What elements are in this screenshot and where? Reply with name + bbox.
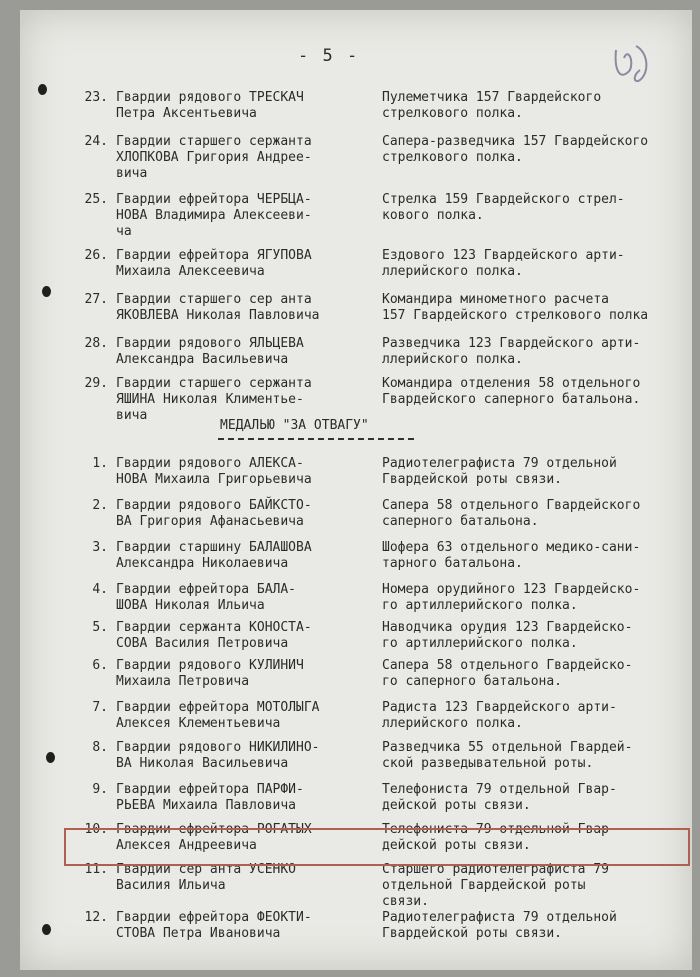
- recipient-name: Гвардии ефрейтора ФЕОКТИ- СТОВА Петра Ивановича: [116, 910, 312, 941]
- recipient-duty: Радиотелеграфиста 79 отдельной Гвардейской роты связи.: [382, 910, 617, 941]
- recipient-duty: Сапера-разведчика 157 Гвардейского стрелкового полка.: [382, 134, 649, 165]
- entry-number: 24.: [84, 134, 108, 149]
- entry-number: 5.: [92, 620, 108, 635]
- recipient-name: Гвардии ефрейтора МОТОЛЫГА Алексея Клементьевича: [116, 700, 320, 731]
- highlight-box: [64, 828, 690, 866]
- list-item: [50, 248, 680, 296]
- recipient-name: Гвардии ефрейтора РОГАТЫХ Алексея Андреевича: [116, 822, 312, 853]
- list-item: [50, 376, 680, 424]
- recipient-name: Гвардии старшего сержанта ХЛОПКОВА Григория Андрее- вича: [116, 134, 312, 181]
- list-item: [50, 658, 680, 706]
- recipient-name: Гвардии рядового НИКИЛИНО- ВА Николая Васильевича: [116, 740, 320, 771]
- recipient-duty: Радиста 123 Гвардейского арти- ллерийского полка.: [382, 700, 617, 731]
- entry-number: 7.: [92, 700, 108, 715]
- entry-number: 3.: [92, 540, 108, 555]
- recipient-duty: Командира отделения 58 отдельного Гвардейского саперного батальона.: [382, 376, 641, 407]
- recipient-name: Гвардии сер анта УСЕНКО Василия Ильича: [116, 862, 297, 893]
- list-item: [50, 498, 680, 546]
- list-item: [50, 910, 680, 958]
- entry-number: 11.: [84, 862, 108, 877]
- recipient-duty: Старшего радиотелеграфиста 79 отдельной Гвардейской роты связи.: [382, 862, 609, 909]
- recipient-duty: Сапера 58 отдельного Гвардейско- го саперного батальона.: [382, 658, 633, 689]
- recipient-duty: Телефониста 79 отдельной Гвар- дейской роты связи.: [382, 782, 617, 813]
- recipient-name: Гвардии старшину БАЛАШОВА Александра Николаевича: [116, 540, 312, 571]
- recipient-name: Гвардии сержанта КОНОСТА- СОВА Василия Петровича: [116, 620, 312, 651]
- entry-number: 28.: [84, 336, 108, 351]
- entry-number: 4.: [92, 582, 108, 597]
- recipient-name: Гвардии рядового АЛЕКСА- НОВА Михаила Григорьевича: [116, 456, 312, 487]
- list-item: [50, 90, 680, 138]
- recipient-name: Гвардии старшего сержанта ЯШИНА Николая Климентье- вича: [116, 376, 312, 423]
- recipient-name: Гвардии старшего сер анта ЯКОВЛЕВА Николая Павловича: [116, 292, 320, 323]
- list-item: [50, 192, 680, 240]
- recipient-duty: Шофера 63 отдельного медико-сани- тарного батальона.: [382, 540, 641, 571]
- entry-number: 10.: [84, 822, 108, 837]
- page-number: - 5 -: [298, 46, 360, 66]
- punch-hole-icon: [38, 84, 47, 95]
- recipient-duty: Наводчика орудия 123 Гвардейско- го артиллерийского полка.: [382, 620, 633, 651]
- list-item: [50, 134, 680, 182]
- recipient-name: Гвардии ефрейтора ЧЕРБЦА- НОВА Владимира Алексееви- ча: [116, 192, 312, 239]
- entry-number: 6.: [92, 658, 108, 673]
- list-item: [50, 862, 680, 910]
- entry-number: 9.: [92, 782, 108, 797]
- recipient-name: Гвардии рядового КУЛИНИЧ Михаила Петровича: [116, 658, 304, 689]
- entry-number: 1.: [92, 456, 108, 471]
- recipient-name: Гвардии рядового ЯЛЬЦЕВА Александра Васильевича: [116, 336, 304, 367]
- recipient-duty: Разведчика 55 отдельной Гвардей- ской разведывательной роты.: [382, 740, 633, 771]
- list-item: [50, 292, 680, 340]
- entry-number: 2.: [92, 498, 108, 513]
- recipient-duty: Командира минометного расчета 157 Гвардейского стрелкового полка: [382, 292, 649, 323]
- entry-number: 12.: [84, 910, 108, 925]
- recipient-duty: Радиотелеграфиста 79 отдельной Гвардейской роты связи.: [382, 456, 617, 487]
- entry-number: 8.: [92, 740, 108, 755]
- recipient-name: Гвардии ефрейтора ПАРФИ- РЬЕВА Михаила Павловича: [116, 782, 304, 813]
- recipient-duty: Номера орудийного 123 Гвардейско- го артиллерийского полка.: [382, 582, 641, 613]
- section-underline: [218, 438, 414, 440]
- list-item: [50, 456, 680, 504]
- entry-number: 26.: [84, 248, 108, 263]
- recipient-name: Гвардии ефрейтора БАЛА- ШОВА Николая Ильича: [116, 582, 297, 613]
- list-item: [50, 540, 680, 588]
- recipient-duty: Ездового 123 Гвардейского арти- ллерийского полка.: [382, 248, 625, 279]
- recipient-duty: Стрелка 159 Гвардейского стрел- кового полка.: [382, 192, 625, 223]
- entry-number: 23.: [84, 90, 108, 105]
- recipient-name: Гвардии ефрейтора ЯГУПОВА Михаила Алексеевича: [116, 248, 312, 279]
- recipient-name: Гвардии рядового БАЙКСТО- ВА Григория Афанасьевича: [116, 498, 312, 529]
- recipient-duty: Сапера 58 отдельного Гвардейского саперного батальона.: [382, 498, 641, 529]
- handwritten-mark-icon: [610, 40, 654, 88]
- entry-number: 27.: [84, 292, 108, 307]
- entry-number: 29.: [84, 376, 108, 391]
- recipient-name: Гвардии рядового ТРЕСКАЧ Петра Аксентьевича: [116, 90, 304, 121]
- recipient-duty: Телефониста 79 отдельной Гвар- дейской роты связи.: [382, 822, 617, 853]
- recipient-duty: Пулеметчика 157 Гвардейского стрелкового полка.: [382, 90, 602, 121]
- list-item: [50, 740, 680, 788]
- section-heading: МЕДАЛЬЮ "ЗА ОТВАГУ": [220, 418, 369, 433]
- recipient-duty: Разведчика 123 Гвардейского арти- ллерийского полка.: [382, 336, 641, 367]
- entry-number: 25.: [84, 192, 108, 207]
- document-page: [20, 10, 692, 970]
